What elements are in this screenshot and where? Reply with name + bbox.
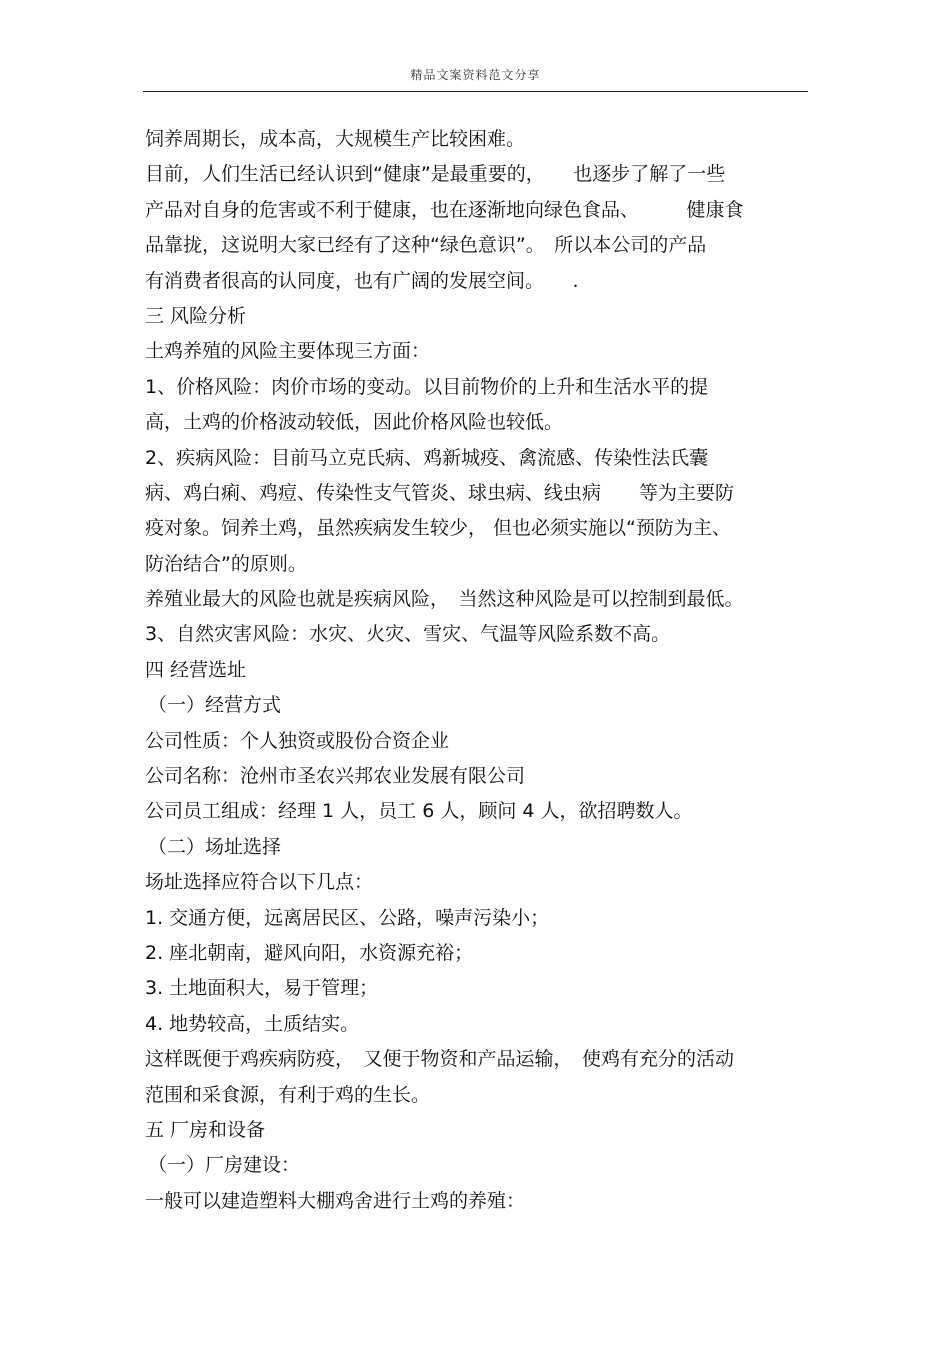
text-line: 一般可以建造塑料大棚鸡舍进行土鸡的养殖： <box>145 1189 526 1212</box>
header-divider <box>143 91 808 92</box>
text-line: 病、鸡白痢、鸡痘、传染性支气管炎、球虫病、线虫病 等为主要防 <box>145 481 735 504</box>
text-line: 范围和采食源，有利于鸡的生长。 <box>145 1083 431 1106</box>
text-line: 有消费者很高的认同度，也有广阔的发展空间。 . <box>145 269 579 292</box>
section-heading: 五 厂房和设备 <box>145 1118 266 1141</box>
text-line: 公司名称：沧州市圣农兴邦农业发展有限公司 <box>145 765 526 788</box>
text-line: 这样既便于鸡疾病防疫， 又便于物资和产品运输， 使鸡有充分的活动 <box>145 1048 735 1071</box>
text-line: 公司性质：个人独资或股份合资企业 <box>145 729 450 752</box>
text-line: 场址选择应符合以下几点： <box>145 871 374 894</box>
text-line: 1、价格风险：肉价市场的变动。以目前物价的上升和生活水平的提 <box>145 375 709 398</box>
list-item: 4. 地势较高，土质结实。 <box>145 1012 360 1035</box>
subsection-heading: （二）场址选择 <box>148 835 282 858</box>
text-line: 饲养周期长，成本高，大规模生产比较困难。 <box>145 128 526 150</box>
section-heading: 三 风险分析 <box>145 304 247 327</box>
text-line: 养殖业最大的风险也就是疾病风险， 当然这种风险是可以控制到最低。 <box>145 588 744 611</box>
section-heading: 四 经营选址 <box>145 658 247 681</box>
text-line: 疫对象。饲养土鸡，虽然疾病发生较少， 但也必须实施以“预防为主、 <box>145 517 731 540</box>
subsection-heading: （一）经营方式 <box>148 694 282 717</box>
text-line: 品靠拢，这说明大家已经有了这种“绿色意识”。 所以本公司的产品 <box>145 234 707 257</box>
text-line: 目前，人们生活已经认识到“健康”是最重要的， 也逐步了解了一些 <box>145 163 726 186</box>
text-line: 2、疾病风险：目前马立克氏病、鸡新城疫、禽流感、传染性法氏囊 <box>145 446 709 469</box>
text-line: 产品对自身的危害或不利于健康，也在逐渐地向绿色食品、 健康食 <box>145 198 744 221</box>
document-body <box>145 122 810 1219</box>
list-item: 1. 交通方便，远离居民区、公路，噪声污染小； <box>145 906 550 929</box>
list-item: 2. 座北朝南，避风向阳，水资源充裕； <box>145 941 474 964</box>
list-item: 3. 土地面积大，易于管理； <box>145 977 379 1000</box>
text-line: 高，土鸡的价格波动较低，因此价格风险也较低。 <box>145 411 564 434</box>
text-line: 防治结合”的原则。 <box>145 552 307 575</box>
text-line: 土鸡养殖的风险主要体现三方面： <box>145 340 431 363</box>
text-line: 3、自然灾害风险：水灾、火灾、雪灾、气温等风险系数不高。 <box>145 623 671 646</box>
subsection-heading: （一）厂房建设： <box>148 1154 301 1177</box>
page-header: 精品文案资料范文分享 <box>410 68 541 82</box>
text-line: 公司员工组成：经理 1 人，员工 6 人，顾问 4 人，欲招聘数人。 <box>145 800 693 823</box>
